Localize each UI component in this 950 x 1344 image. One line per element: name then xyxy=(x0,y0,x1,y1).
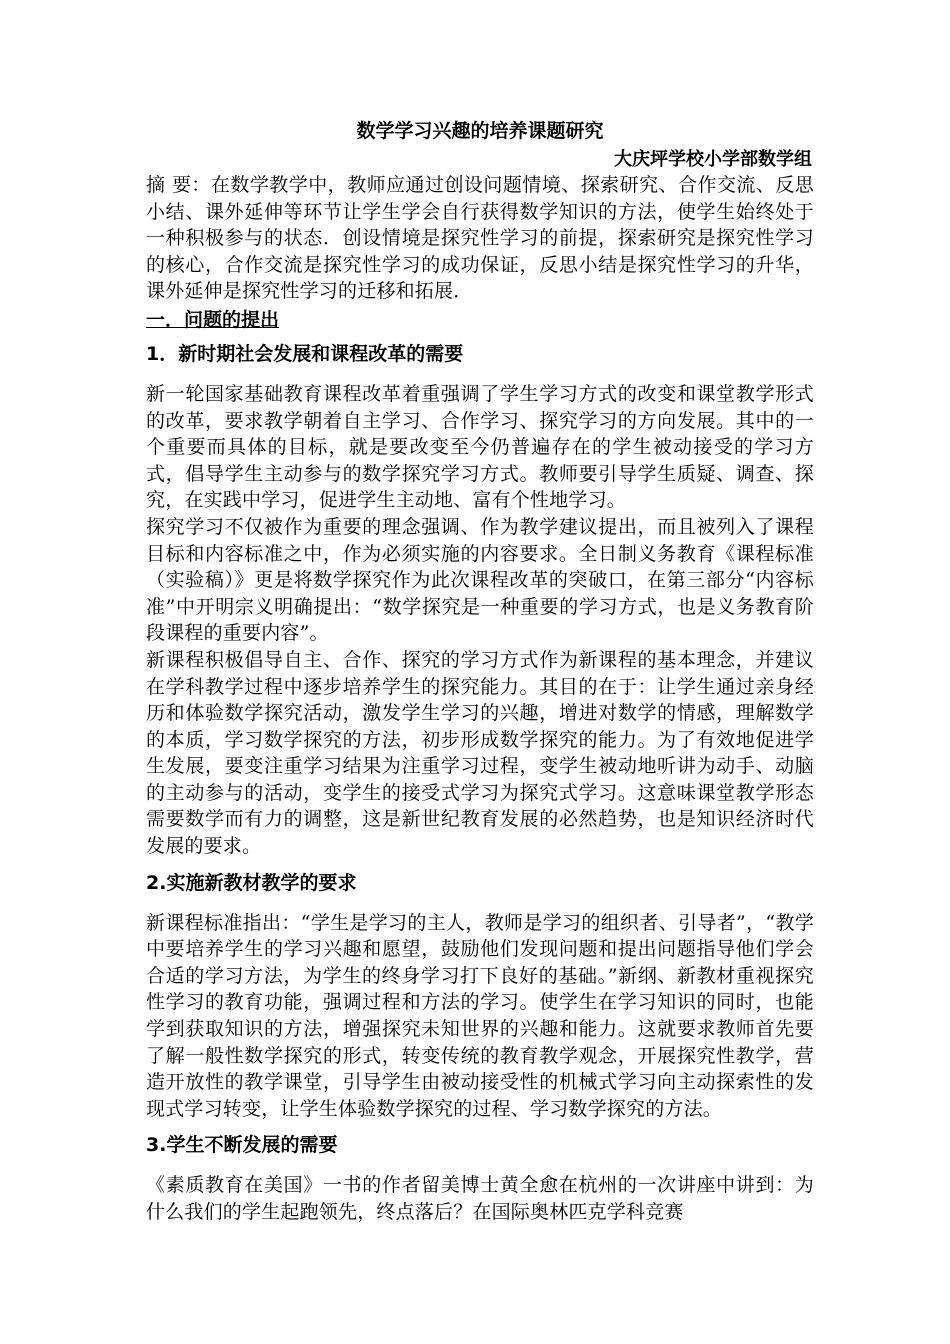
paragraph: 新课程标准指出：“学生是学习的主人，教师是学习的组织者、引导者”，“教学中要培养学生的学习兴趣和愿望，鼓励他们发现问题和提出问题指导他们学会合适的学习方法，为学生的终身学习打下良好的基础。”新纲、新教材重视探究性学习的教育功能，强调过程和方法的学习。使学生在学习知识的同时，也能学到获取知识的方法，增强探究未知世界的兴趣和能力。这就要求教师首先要了解一般性数学探究的形式，转变传统的教育教学观念，开展探究性教学，营造开放性的教学课堂，引导学生由被动接受性的机械式学习向主动探索性的发现式学习转变，让学生体验数学探究的过程、学习数学探究的方法。 xyxy=(146,911,814,1120)
subsection-heading-1: 1．新时期社会发展和课程改革的需要 xyxy=(146,342,464,365)
paragraph: 新一轮国家基础教育课程改革着重强调了学生学习方式的改变和课堂教学形式的改革，要求教学朝着自主学习、合作学习、探究学习的方向发展。其中的一个重要而具体的目标，就是要改变至今仍普遍存在的学生被动接受的学习方式，倡导学生主动参与的数学探究学习方式。教师要引导学生质疑、调查、探究，在实践中学习，促进学生主动地、富有个性地学习。 xyxy=(146,382,814,512)
paragraph: 探究学习不仅被作为重要的理念强调、作为教学建议提出，而且被列入了课程目标和内容标准之中，作为必须实施的内容要求。全日制义务教育《课程标准（实验稿）》更是将数学探究作为此次课程改革的突破口，在第三部分“内容标准”中开明宗义明确提出：“数学探究是一种重要的学习方式，也是义务教育阶段课程的重要内容”。 xyxy=(146,515,814,645)
subsection-heading-3: 3.学生不断发展的需要 xyxy=(146,1134,338,1157)
subsection-heading-2: 2.实施新教材教学的要求 xyxy=(146,871,357,894)
abstract-paragraph: 摘 要：在数学教学中，教师应通过创设问题情境、探索研究、合作交流、反思小结、课外延伸等环节让学生学会自行获得数学知识的方法，使学生始终处于一种积极参与的状态．创设情境是探究性学习的前提，探索研究是探究性学习的核心，合作交流是探究性学习的成功保证，反思小结是探究性学习的升华，课外延伸是探究性学习的迁移和拓展． xyxy=(146,174,814,303)
document-page xyxy=(146,118,814,1226)
section-heading-problem: 一．问题的提出 xyxy=(146,308,280,331)
paragraph: 《素质教育在美国》一书的作者留美博士黄全愈在杭州的一次讲座中讲到：为什么我们的学生起跑领先，终点落后？在国际奥林匹克学科竞赛 xyxy=(146,1174,814,1223)
document-author: 大庆坪学校小学部数学组 xyxy=(614,149,812,170)
paragraph: 新课程积极倡导自主、合作、探究的学习方式作为新课程的基本理念，并建议在学科教学过程中逐步培养学生的探究能力。其目的在于：让学生通过亲身经历和体验数学探究活动，激发学生学习的兴趣，增进对数学的情感，理解数学的本质，学习数学探究的方法，初步形成数学探究的能力。为了有效地促进学生发展，要变注重学习结果为注重学习过程，变学生被动地听讲为动手、动脑的主动参与的活动，变学生的接受式学习为探究式学习。这意味课堂教学形态需要数学而有力的调整，这是新世纪教育发展的必然趋势，也是知识经济时代发展的要求。 xyxy=(146,648,814,858)
document-title: 数学学习兴趣的培养课题研究 xyxy=(356,120,604,142)
